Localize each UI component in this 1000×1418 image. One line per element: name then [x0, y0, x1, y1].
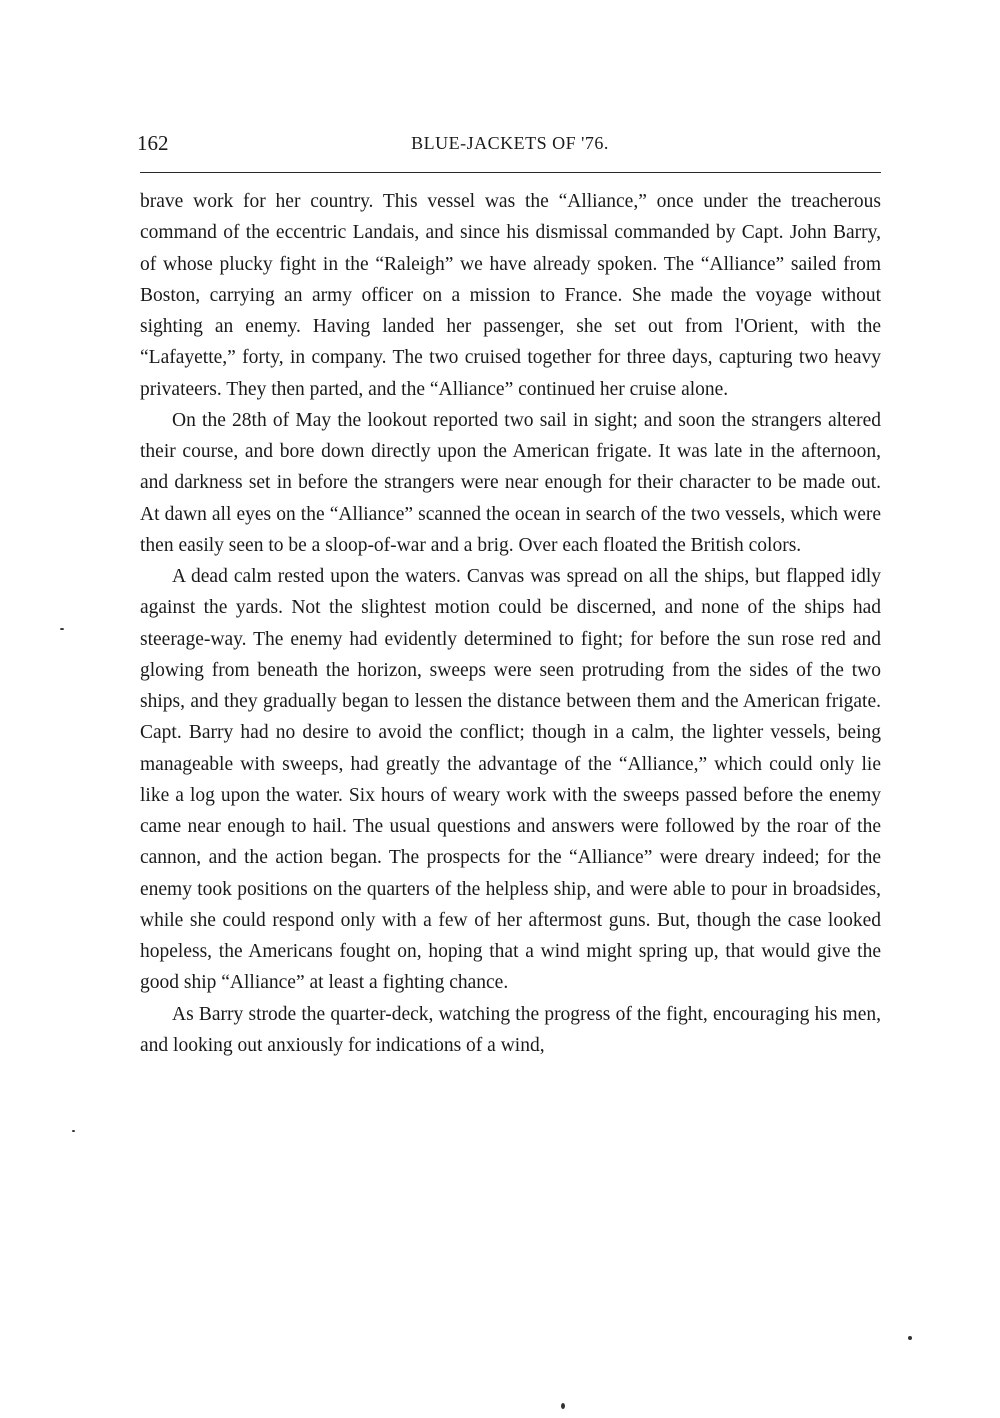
- body-text: [140, 186, 881, 1061]
- paragraph: On the 28th of May the lookout reported two sail in sight; and soon the strangers altered their course, and bore down directly upon the American frigate. It was late in the afternoon, and darkness set in before the strangers were near enough for their character to be made out. At dawn all eyes on the “Alliance” scanned the ocean in search of the two vessels, which were then easily seen to be a sloop-of-war and a brig. Over each floated the British colors.: [140, 409, 881, 556]
- paragraph: A dead calm rested upon the waters. Canvas was spread on all the ships, but flapped idly against the yards. Not the slightest motion could be discerned, and none of the ships had steerage-way. The enemy had evidently determined to fight; for before the sun rose red and glowing from beneath the horizon, sweeps were seen protruding from the sides of the two ships, and they gradually began to lessen the distance between them and the American frigate. Capt. Barry had no desire to avoid the conflict; though in a calm, the lighter vessels, being manageable with sweeps, had greatly the advantage of the “Alliance,” which could only lie like a log upon the water. Six hours of weary work with the sweeps passed before the enemy came near enough to hail. The usual questions and answers were followed by the roar of the cannon, and the action began. The prospects for the “Alliance” were dreary indeed; for the enemy took positions on the quarters of the helpless ship, and were able to pour in broadsides, while she could respond only with a few of her aftermost guns. But, though the case looked hopeless, the Americans fought on, hoping that a wind might spring up, that would give the good ship “Alliance” at least a fighting chance.: [140, 566, 881, 994]
- scan-speck: [60, 628, 64, 630]
- paragraph: As Barry strode the quarter-deck, watching the progress of the fight, encouraging his men, and looking out anxiously for indications of a wind,: [140, 1003, 881, 1056]
- scan-speck: [561, 1403, 565, 1409]
- running-title: BLUE-JACKETS OF '76.: [411, 133, 609, 153]
- page-number: 162: [137, 131, 169, 155]
- paragraph-continued: brave work for her country. This vessel was the “Alliance,” once under the treacherous command of the eccentric Landais, and since his dismissal commanded by Capt. John Barry, of whose plucky fight in the “Raleigh” we have already spoken. The “Alliance” sailed from Boston, carrying an army officer on a mission to France. She made the voyage without sighting an enemy. Having landed her passenger, she set out from l'Orient, with the “Lafayette,” forty, in company. The two cruised together for three days, capturing two heavy privateers. They then parted, and the “Alliance” continued her cruise alone.: [140, 191, 881, 400]
- page-header: [137, 128, 883, 158]
- header-rule: [140, 172, 881, 173]
- scan-speck: [908, 1336, 912, 1340]
- scan-speck: [72, 1130, 75, 1132]
